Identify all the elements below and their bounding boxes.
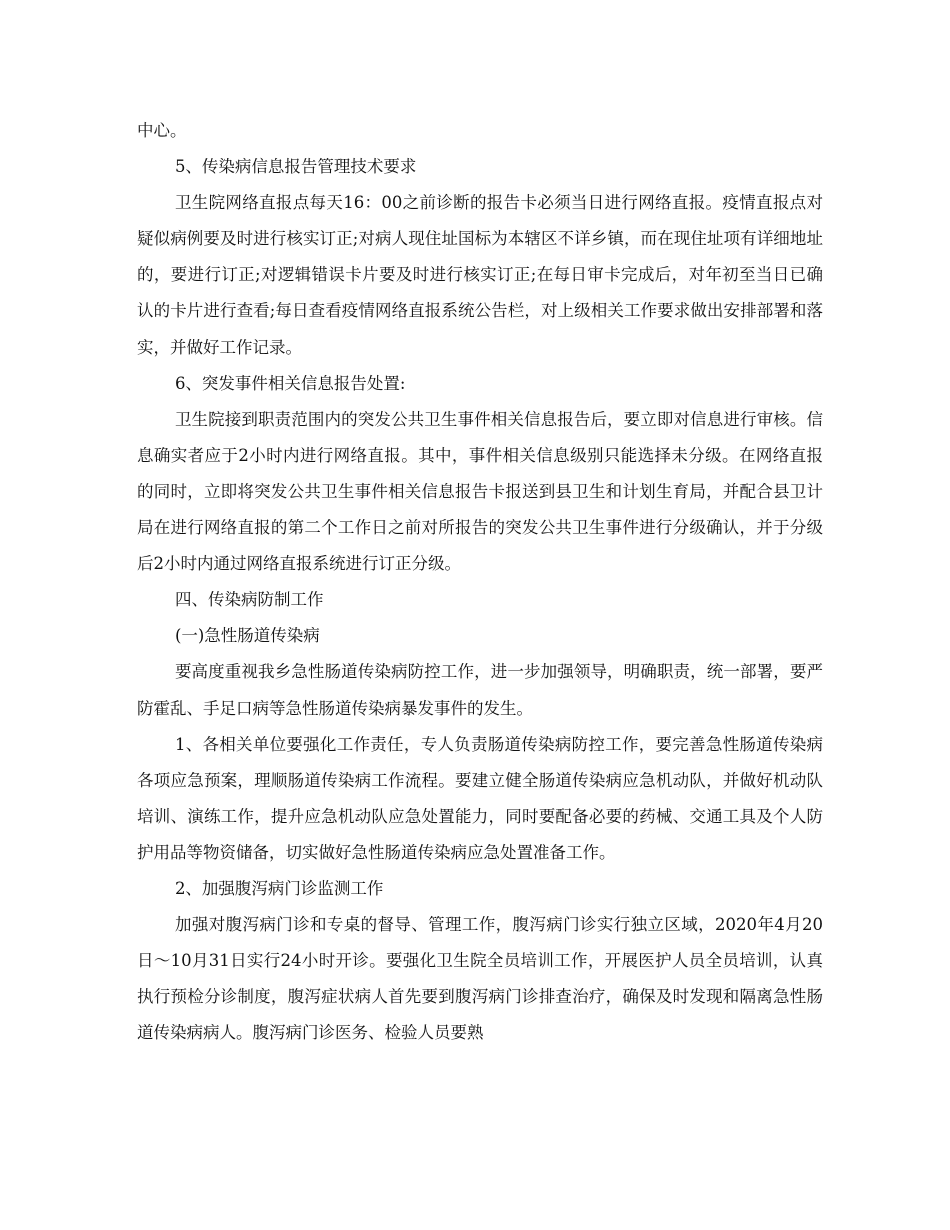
paragraph-diarrhea-clinic: 加强对腹泻病门诊和专桌的督导、管理工作，腹泻病门诊实行独立区域，2020年4月20日～10月31日实行24小时开诊。要强化卫生院全员培训工作，开展医护人员全员培训，认真执行预检分诊制度，腹泻症状病人首先要到腹泻病门诊排查治疗，确保及时发现和隔离急性肠道传染病病人。腹泻病门诊医务、检验人员要熟 — [137, 915, 823, 1043]
paragraph-intestinal-overview: 要高度重视我乡急性肠道传染病防控工作，进一步加强领导，明确职责，统一部署，要严防霍乱、手足口病等急性肠道传染病暴发事件的发生。 — [137, 662, 823, 718]
section-heading-4: 四、传染病防制工作 — [174, 590, 324, 610]
paragraph-network-report: 卫生院网络直报点每天16：00之前诊断的报告卡必须当日进行网络直报。疫情直报点对疑似病例要及时进行核实订正;对病人现住址国标为本辖区不详乡镇，而在现住址项有详细地址的，要进行订正;对逻辑错误卡片要及时进行核实订正;在每日审卡完成后，对年初至当日已确认的卡片进行查看;每日查看疫情网络直报系统公告栏，对上级相关工作要求做出安排部署和落实，并做好工作记录。 — [137, 193, 823, 357]
section-heading-6: 6、突发事件相关信息报告处置: — [174, 373, 406, 393]
section-heading-item-2: 2、加强腹泻病门诊监测工作 — [174, 878, 384, 898]
document-body — [137, 113, 823, 1051]
subsection-heading-1: (一)急性肠道传染病 — [174, 626, 320, 646]
paragraph-emergency-report: 卫生院接到职责范围内的突发公共卫生事件相关信息报告后，要立即对信息进行审核。信息确实者应于2小时内进行网络直报。其中，事件相关信息级别只能选择未分级。在网络直报的同时，立即将突发公共卫生事件相关信息报告卡报送到县卫生和计划生育局，并配合县卫计局在进行网络直报的第二个工作日之前对所报告的突发公共卫生事件进行分级确认，并于分级后2小时内通过网络直报系统进行订正分级。 — [137, 409, 823, 574]
paragraph-continuation: 中心。 — [137, 121, 187, 140]
paragraph-item-1: 1、各相关单位要强化工作责任，专人负责肠道传染病防控工作，要完善急性肠道传染病各项应急预案，理顺肠道传染病工作流程。要建立健全肠道传染病应急机动队，并做好机动队培训、演练工作，提升应急机动队应急处置能力，同时要配备必要的药械、交通工具及个人防护用品等物资储备，切实做好急性肠道传染病应急处置准备工作。 — [137, 734, 823, 862]
section-heading-5: 5、传染病信息报告管理技术要求 — [174, 157, 417, 177]
